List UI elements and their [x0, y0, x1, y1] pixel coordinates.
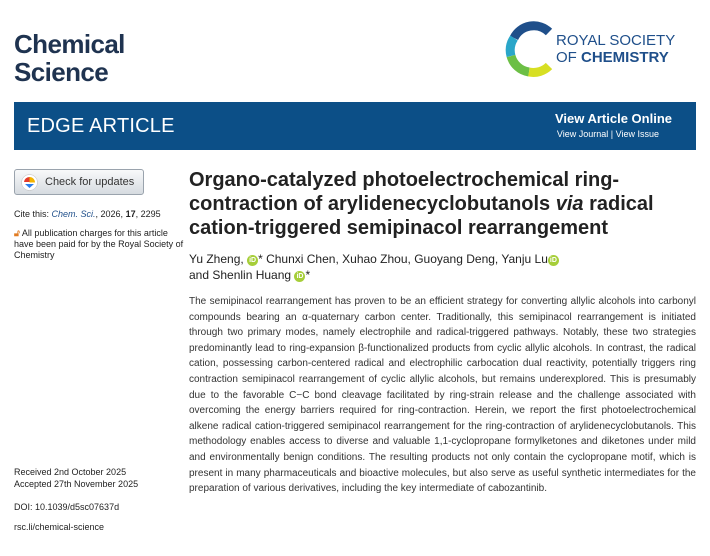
citation	[14, 209, 161, 220]
abstract: The semipinacol rearrangement has proven to be an efficient strategy for converting allylic alcohols into carbonyl compounds bearing an α-quaternary carbon center. Traditionally, this semipinacol rearrangement is initiated through two primary modes, namely electrophile and radical-triggered pathways. Notably, these two strategies predominantly lead to ring-expansion β-functionalized products from cyclic allylic alcohols. In contrast, the radical cation, possessing carbon-centered radical and electrophilic carbocation dual reactivity, potentially triggers ring contraction semipinacol rearrangement of cyclic allylic alcohols, but remains underexplored. This is presumably due to the favorable C−C bond cleavage facilitated by ring-strain release and the challenge associated with overcoming the energy barriers required for ring-contraction. Herein, we report the first photoelectrochemical alkene radical cation-triggered semipinacol rearrangement for the ring-contraction of arylidenecyclobutanols. This methodology enables access to diverse and valuable 1,1-cyclopropane formylketones and diketones under mild and environmentally benign conditions. The resulting products not only contain the cyclopropane motif, which is present in many pharmaceuticals and bioactive molecules, but also serve as useful synthetic intermediates for the preparation of various derivatives, including the key intermediate of cabozantinib.	[189, 296, 696, 495]
rsc-wordmark	[556, 32, 675, 66]
open-access-lock-icon: 🔓︎	[14, 228, 20, 238]
rsc-wordmark-line2	[556, 49, 675, 66]
author-list	[189, 251, 669, 283]
author-name[interactable]: Chunxi Chen,	[266, 252, 339, 266]
title-part2: radical cation-triggered semipinacol rearrangement	[189, 193, 654, 239]
corresponding-mark: *	[305, 268, 311, 282]
check-for-updates-button[interactable]	[14, 169, 144, 195]
rsc-of: OF	[556, 49, 581, 66]
check-updates-icon	[21, 174, 38, 191]
open-access-note	[14, 228, 184, 261]
author-name[interactable]: Xuhao Zhou,	[342, 252, 411, 266]
open-access-text: All publication charges for this article have been paid for by the Royal Society of Chemistry	[14, 228, 184, 260]
cite-journal[interactable]: Chem. Sci.	[51, 209, 96, 219]
article-type: EDGE ARTICLE	[27, 115, 175, 137]
view-article-online-link[interactable]: View Article Online	[554, 111, 672, 126]
link-separator: |	[608, 129, 616, 139]
article-type-banner	[14, 102, 696, 150]
journal-name	[14, 30, 125, 86]
author-name[interactable]: and Shenlin Huang	[189, 268, 292, 282]
check-for-updates-label: Check for updates	[45, 176, 135, 188]
cite-prefix: Cite this:	[14, 209, 52, 219]
rsc-wordmark-line1: ROYAL SOCIETY	[556, 32, 676, 49]
cite-volume: 17	[125, 209, 136, 219]
title-italic: via	[555, 193, 584, 215]
view-issue-link[interactable]: View Issue	[615, 129, 659, 139]
title-part1: Organo-catalyzed photoelectrochemical ring-contraction of arylidenecyclobutanols	[189, 169, 620, 215]
article-title	[189, 168, 699, 240]
orcid-icon[interactable]: iD	[549, 257, 557, 264]
author-name[interactable]: Yu Zheng,	[189, 252, 244, 266]
author-name[interactable]: Guoyang Deng,	[414, 252, 499, 266]
journal-site-link[interactable]: rsc.li/chemical-science	[14, 522, 105, 532]
author-name[interactable]: Yanju Lu	[501, 252, 548, 266]
cite-year: , 2026,	[95, 209, 126, 219]
rsc-ring-icon	[505, 20, 561, 78]
cite-pages: , 2295	[135, 209, 161, 219]
corresponding-mark: *	[258, 252, 263, 266]
journal-name-line2: Science	[14, 57, 109, 87]
banner-links	[557, 129, 659, 139]
orcid-icon[interactable]: iD	[249, 257, 257, 264]
received-date: Received 2nd October 2025	[14, 467, 127, 477]
doi[interactable]: DOI: 10.1039/d5sc07637d	[14, 502, 120, 512]
orcid-icon[interactable]: iD	[296, 273, 304, 280]
rsc-chemistry: CHEMISTRY	[581, 49, 669, 66]
view-journal-link[interactable]: View Journal	[556, 129, 609, 139]
accepted-date: Accepted 27th November 2025	[14, 479, 139, 489]
journal-name-line1: Chemical	[14, 29, 125, 59]
